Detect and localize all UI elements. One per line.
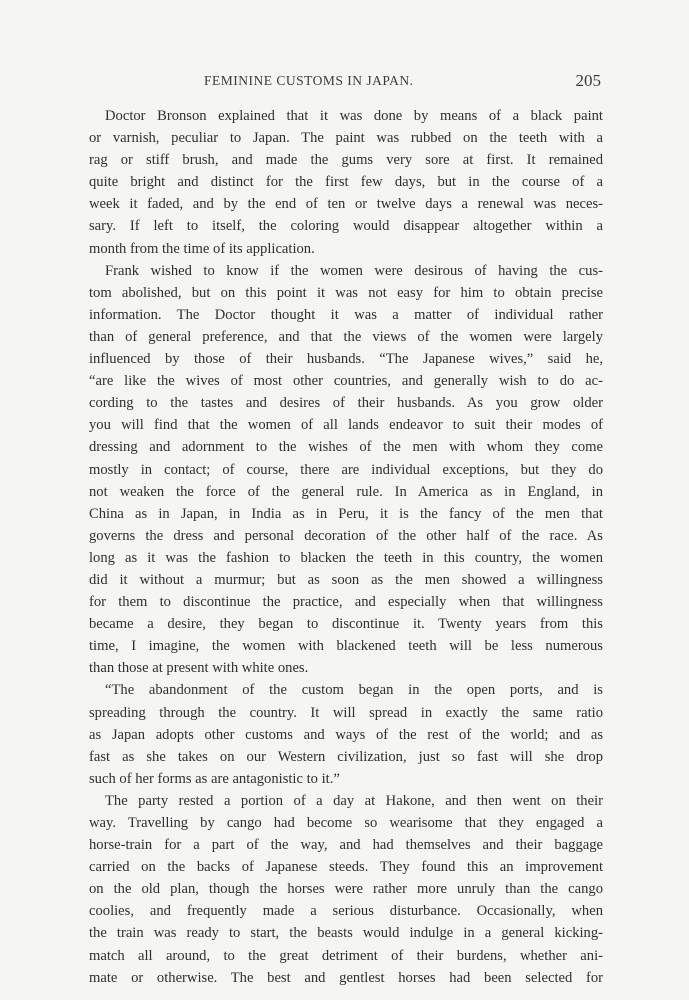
- paragraph: [89, 679, 603, 789]
- text-line: mate or otherwise. The best and gentlest horses had been selected for: [89, 969, 603, 986]
- text-line: fast as she takes on our Western civilization, just so fast will she drop: [89, 748, 603, 765]
- text-line: than those at present with white ones.: [89, 660, 309, 677]
- text-line: information. The Doctor thought it was a matter of individual rather: [89, 306, 603, 323]
- paragraph: [89, 260, 603, 680]
- text-line: carried on the backs of Japanese steeds. They found this an improvement: [89, 859, 603, 876]
- text-line: way. Travelling by cango had become so wearisome that they engaged a: [89, 815, 603, 831]
- text-line: did it without a murmur; but as soon as the men showed a willingness: [89, 571, 603, 588]
- text-line: cording to the tastes and desires of their husbands. As you grow older: [89, 395, 603, 412]
- text-line: the train was ready to start, the beasts would indulge in a general kicking-: [89, 925, 603, 942]
- text-line: not weaken the force of the general rule. In America as in England, in: [89, 483, 603, 500]
- text-line: spreading through the country. It will spread in exactly the same ratio: [89, 704, 603, 721]
- text-line: coolies, and frequently made a serious disturbance. Occasionally, when: [89, 903, 603, 920]
- text-line: influenced by those of their husbands. “The Japanese wives,” said he,: [89, 351, 603, 368]
- text-line: you will find that the women of all lands endeavor to suit their modes of: [89, 417, 603, 434]
- text-line: or varnish, peculiar to Japan. The paint was rubbed on the teeth with a: [89, 130, 603, 147]
- page-header: [100, 73, 600, 95]
- text-line: tom abolished, but on this point it was not easy for him to obtain precise: [89, 284, 603, 301]
- running-title: FEMININE CUSTOMS IN JAPAN.: [204, 73, 414, 88]
- text-line: rag or stiff brush, and made the gums very sore at first. It remained: [89, 152, 603, 169]
- text-line: horse-train for a part of the way, and had themselves and their baggage: [89, 837, 603, 854]
- text-line: week it faded, and by the end of ten or twelve days a renewal was neces-: [89, 196, 603, 213]
- text-line: long as it was the fashion to blacken the teeth in this country, the women: [89, 549, 603, 566]
- text-line: such of her forms as are antagonistic to it.”: [89, 770, 340, 787]
- text-line: China as in Japan, in India as in Peru, it is the fancy of the men that: [89, 505, 603, 522]
- text-line: Frank wished to know if the women were desirous of having the cus-: [105, 262, 603, 279]
- text-line: governs the dress and personal decoration of the other half of the race. As: [89, 527, 603, 544]
- text-line: than of general preference, and that the views of the women were largely: [89, 328, 603, 345]
- body-text: [89, 105, 603, 989]
- paragraph: [89, 105, 603, 260]
- text-line: dressing and adornment to the wishes of the men with whom they come: [89, 439, 603, 456]
- text-line: match all around, to the great detriment of their burdens, whether ani-: [89, 947, 603, 964]
- text-line: “The abandonment of the custom began in the open ports, and is: [105, 682, 603, 699]
- text-line: became a desire, they began to discontinue it. Twenty years from this: [89, 616, 603, 633]
- page-number: 205: [575, 71, 601, 90]
- paragraph: [89, 790, 603, 989]
- text-line: time, I imagine, the women with blackened teeth will be less numerous: [89, 638, 603, 655]
- text-line: month from the time of its application.: [89, 240, 315, 257]
- text-line: as Japan adopts other customs and ways of the rest of the world; and as: [89, 726, 603, 743]
- text-line: quite bright and distinct for the first few days, but in the course of a: [89, 174, 603, 191]
- text-line: for them to discontinue the practice, and especially when that willingness: [89, 594, 603, 611]
- text-line: sary. If left to itself, the coloring would disappear altogether within a: [89, 218, 603, 235]
- text-line: mostly in contact; of course, there are individual exceptions, but they do: [89, 461, 603, 478]
- text-line: on the old plan, though the horses were rather more unruly than the cango: [89, 881, 603, 898]
- text-line: “are like the wives of most other countries, and generally wish to do ac-: [89, 373, 603, 390]
- text-line: Doctor Bronson explained that it was done by means of a black paint: [105, 108, 603, 124]
- text-line: The party rested a portion of a day at Hakone, and then went on their: [105, 792, 603, 809]
